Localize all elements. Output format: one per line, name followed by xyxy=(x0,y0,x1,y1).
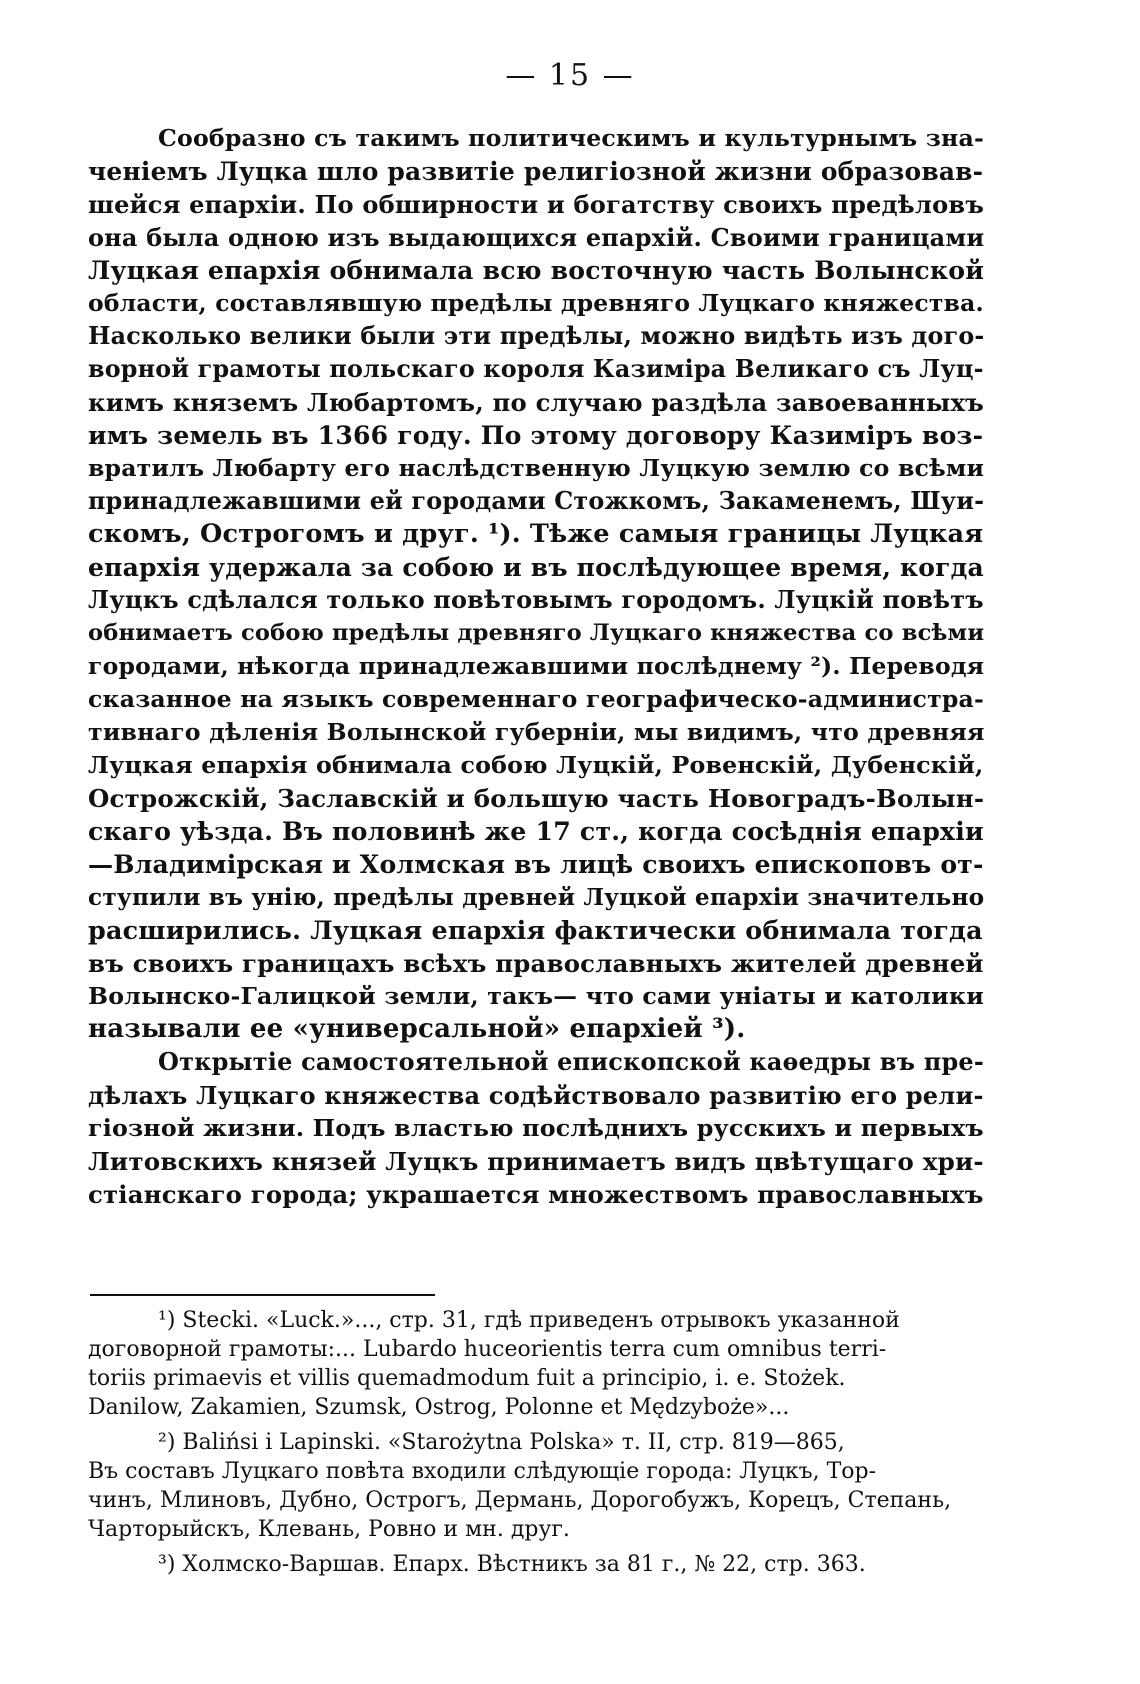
footnote-line: договорной грамоты:... Lubardo huceorientis terra cum omnibus terri- xyxy=(88,1337,887,1362)
footnotes xyxy=(88,1306,988,1579)
text-line: области, составлявшую предѣлы древняго Луцкаго княжества. xyxy=(88,289,984,317)
text-line: Литовскихъ князей Луцкъ принимаетъ видъ цвѣтущаго хри- xyxy=(88,1147,984,1176)
footnote xyxy=(88,1550,988,1579)
text-line: вратилъ Любарту его наслѣдственную Луцкую землю со всѣми xyxy=(88,454,985,482)
text-line: гіозной жизни. Подъ властью послѣднихъ русскихъ и первыхъ xyxy=(88,1114,984,1142)
footnote-line: чинъ, Млиновъ, Дубно, Острогъ, Дермань, Дорогобужъ, Корецъ, Степань, xyxy=(88,1488,952,1513)
text-line: расширились. Луцкая епархія фактически обнимала тогда xyxy=(88,915,983,945)
text-line: называли ее «универсальной» епархіей ³). xyxy=(88,1014,746,1044)
text-line: ворной грамоты польскаго короля Казиміра Великаго съ Луц- xyxy=(88,355,984,383)
text-line: епархія удержала за собою и въ послѣдующее время, когда xyxy=(88,553,984,582)
text-line: стіанскаго города; украшается множествомъ православныхъ xyxy=(88,1180,984,1209)
text-line: —Владимірская и Холмская въ лицѣ своихъ епископовъ от- xyxy=(88,849,984,879)
text-line: Луцкая епархія обнимала собою Луцкій, Ровенскій, Дубенскій, xyxy=(88,751,984,779)
text-line: Насколько велики были эти предѣлы, можно видѣть изъ дого- xyxy=(88,322,985,350)
text-line: Острожскій, Заславскій и большую часть Новоградъ-Волын- xyxy=(88,784,985,813)
text-line: ченіемъ Луцка шло развитіе религіозной жизни образовав- xyxy=(88,157,984,186)
text-line: имъ земель въ 1366 году. По этому договору Казиміръ воз- xyxy=(88,420,984,450)
footnote-line: Въ составъ Луцкаго повѣта входили слѣдующіе города: Луцкъ, Тор- xyxy=(88,1459,877,1484)
footnote-line: ³) Холмско-Варшав. Епарх. Вѣстникъ за 81 г., № 22, стр. 363. xyxy=(158,1552,866,1577)
footnote-line: toriis primaevis et villis quemadmodum fuit a principio, i. e. Stożek. xyxy=(88,1366,846,1391)
page-number: — 15 — xyxy=(505,58,635,93)
footnote xyxy=(88,1428,988,1544)
footnote-line: Чарторыйскъ, Клевань, Ровно и мн. друг. xyxy=(88,1517,570,1542)
text-line: тивнаго дѣленія Волынской губерніи, мы видимъ, что древняя xyxy=(88,718,985,746)
text-line: Луцкъ сдѣлался только повѣтовымъ городомъ. Луцкій повѣтъ xyxy=(88,586,984,614)
text-line: сказанное на языкъ современнаго географическо-администра- xyxy=(88,685,984,713)
footnote-line: Danilow, Zakamien, Szumsk, Ostrog, Polonne et Mędzyboże»... xyxy=(88,1395,790,1420)
text-line: дѣлахъ Луцкаго княжества содѣйствовало развитію его рели- xyxy=(88,1081,984,1110)
text-line: скаго уѣзда. Въ половинѣ же 17 ст., когда сосѣднія епархіи xyxy=(88,816,984,846)
main-text xyxy=(88,122,988,1211)
footnote-divider xyxy=(90,1294,435,1296)
text-line: принадлежавшими ей городами Стожкомъ, Закаменемъ, Шуи- xyxy=(88,487,985,515)
footnote-line: ¹) Stecki. «Luck.»..., стр. 31, гдѣ приведенъ отрывокъ указанной xyxy=(158,1308,900,1333)
text-line: она была одною изъ выдающихся епархій. Своими границами xyxy=(88,223,985,252)
text-line: Открытіе самостоятельной епископской каѳедры въ пре- xyxy=(158,1048,984,1076)
text-line: шейся епархіи. По обширности и богатству своихъ предѣловъ xyxy=(88,190,984,219)
text-line: Волынско-Галицкой земли, такъ— что сами уніаты и католики xyxy=(88,982,984,1010)
text-line: городами, нѣкогда принадлежавшими послѣднему ²). Переводя xyxy=(88,652,985,680)
text-line: Сообразно съ такимъ политическимъ и культурнымъ зна- xyxy=(158,124,985,152)
text-line: Луцкая епархія обнимала всю восточную часть Волынской xyxy=(88,255,985,285)
text-line: въ своихъ границахъ всѣхъ православныхъ жителей древней xyxy=(88,949,984,978)
footnote xyxy=(88,1306,988,1422)
text-line: скомъ, Острогомъ и друг. ¹). Тѣже самыя границы Луцкая xyxy=(88,519,984,549)
text-line: обнимаетъ собою предѣлы древняго Луцкаго княжества со всѣми xyxy=(88,620,985,646)
footnote-line: ²) Balińsi i Lapinski. «Starożytna Polska» т. II, стр. 819—865, xyxy=(158,1430,845,1455)
text-line: кимъ княземъ Любартомъ, по случаю раздѣла завоеванныхъ xyxy=(88,388,984,417)
text-line: ступили въ унію, предѣлы древней Луцкой епархіи значительно xyxy=(88,884,985,911)
